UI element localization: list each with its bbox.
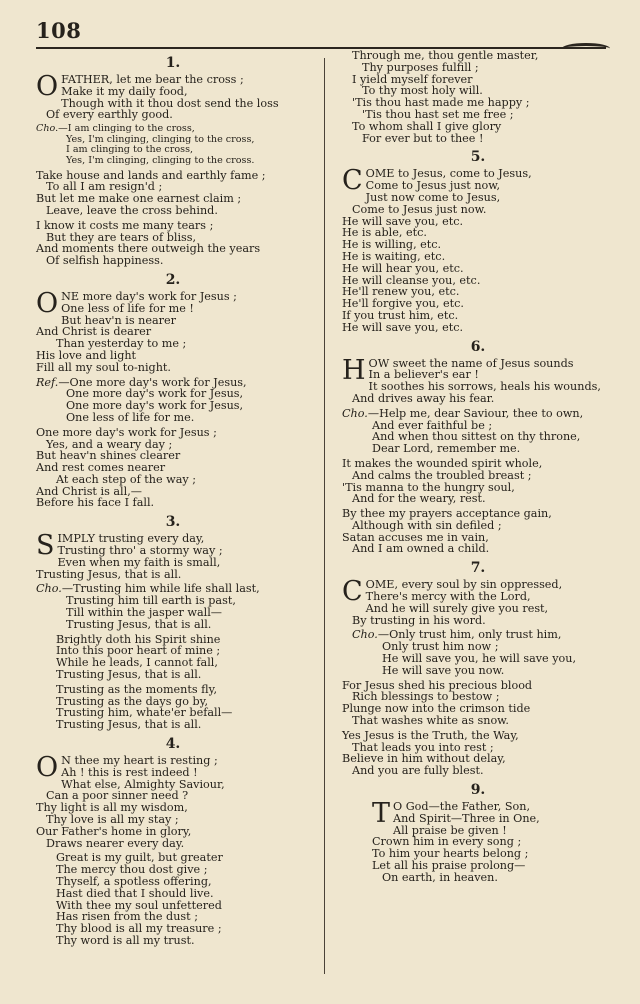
stanza: [36, 752, 310, 850]
drop-cap: O: [36, 71, 59, 102]
drop-cap: O: [36, 287, 59, 319]
stanza: [342, 354, 614, 405]
verse-line: That leads you into rest ;: [352, 740, 494, 754]
verse-line: Trusting as the days go by,: [56, 694, 209, 708]
chorus: [36, 583, 310, 630]
verse-line: Only trust him now ;: [382, 640, 499, 654]
drop-cap: O: [36, 752, 59, 784]
chorus-label: Cho.—: [342, 406, 380, 420]
chorus-label: Ref.—: [36, 375, 70, 389]
verse-line: Trusting him till earth is past,: [66, 594, 236, 608]
verse-line: To thy most holy will.: [362, 84, 483, 98]
verse-line: It soothes his sorrows, heals his wounds,: [368, 380, 601, 394]
verse-line: Thyself, a spotless offering,: [56, 875, 212, 888]
verse-line: One more day's work for Jesus,: [66, 399, 244, 413]
verse-line: And when thou sittest on thy throne,: [372, 430, 581, 444]
right-column: [342, 50, 614, 980]
verse-line: Take house and lands and earthly fame ;: [36, 168, 266, 182]
verse-line: One less of life for me !: [61, 301, 194, 315]
stanza: [36, 170, 310, 217]
verse-line: The mercy thou dost give ;: [56, 863, 208, 877]
hymn: [36, 735, 310, 947]
verse-line: Till within the jasper wall—: [66, 606, 222, 620]
verse-line: He will hear you, etc.: [342, 261, 464, 275]
verse-line: He will save you, he will save you,: [382, 652, 577, 666]
stanza: [36, 287, 310, 374]
verse-line: OW sweet the name of Jesus sounds: [368, 356, 574, 370]
verse-line: Of selfish happiness.: [46, 254, 164, 268]
verse-line: And for the weary, rest.: [352, 492, 486, 506]
hymn: [36, 271, 310, 509]
chorus-label: Cho.—: [36, 582, 74, 596]
verse-line: Thy word is all my trust.: [56, 933, 195, 947]
verse-line: Through me, thou gentle master,: [352, 49, 539, 62]
verse-line: 'Tis manna to the hungry soul,: [342, 480, 515, 494]
stanza: [36, 684, 310, 731]
verse-line: FATHER, let me bear the cross ;: [61, 73, 244, 86]
drop-cap: C: [342, 165, 363, 197]
verse-line: And ever faithful be ;: [372, 418, 493, 432]
verse-line: At each step of the way ;: [56, 472, 197, 486]
stanza: [36, 71, 310, 122]
verse-line: Yes, and a weary day ;: [46, 437, 173, 451]
verse-line: N thee my heart is resting ;: [61, 754, 218, 768]
chorus: [36, 377, 310, 424]
hymn-number: 7.: [470, 560, 486, 577]
chorus: [342, 629, 614, 676]
drop-cap: T: [372, 798, 391, 830]
verse-line: IMPLY trusting every day,: [57, 532, 205, 546]
verse-line: Trusting him, whate'er befall—: [56, 706, 233, 720]
verse-line: Trusting as the moments fly,: [56, 682, 218, 696]
verse-line: But let me make one earnest claim ;: [36, 192, 242, 206]
column-divider: [324, 58, 325, 974]
verse-line: And moments there outweigh the years: [36, 242, 261, 256]
verse-line: Thy purposes fulfill ;: [362, 60, 479, 74]
verse-line: On earth, in heaven.: [382, 870, 498, 884]
verse-line: He will save you, etc.: [342, 320, 464, 334]
hymn-number: 1.: [165, 55, 181, 71]
verse-line: Great is my guilt, but greater: [56, 851, 223, 865]
hymn: [36, 513, 310, 731]
verse-line: Brightly doth his Spirit shine: [56, 632, 221, 646]
hymn: [342, 148, 614, 333]
verse-line: Than yesterday to me ;: [56, 337, 187, 351]
verse-line: OME to Jesus, come to Jesus,: [365, 167, 532, 181]
verse-line: And calms the troubled breast ;: [352, 468, 532, 482]
stanza: [342, 680, 614, 727]
hymn: [342, 559, 614, 777]
verse-line: Though with it thou dost send the loss: [61, 96, 279, 110]
verse-line: One less of life for me.: [66, 410, 195, 424]
verse-line: He is able, etc.: [342, 226, 427, 240]
verse-text: I am clinging to the cross,: [67, 123, 195, 135]
stanza: [36, 634, 310, 681]
stanza: [342, 458, 614, 505]
hymn-number: 6.: [470, 338, 486, 355]
verse-line: To him your hearts belong ;: [372, 847, 529, 861]
verse-line: Draws nearer every day.: [46, 836, 185, 850]
verse-line: Thy blood is all my treasure ;: [56, 922, 222, 936]
hymn-number: 3.: [165, 514, 181, 531]
verse-line: Trusting Jesus, that is all.: [66, 617, 212, 631]
verse-line: Trusting Jesus, that is all.: [56, 668, 202, 682]
verse-line: In a believer's ear !: [368, 368, 479, 382]
hymn: [342, 50, 614, 144]
stanza: [36, 852, 310, 946]
verse-line: I know it costs me many tears ;: [36, 218, 214, 232]
verse-line: And Christ is dearer: [36, 325, 152, 339]
stanza: [342, 508, 614, 555]
left-column: [36, 50, 310, 980]
verse-line: He is willing, etc.: [342, 238, 442, 252]
verse-line: By thee my prayers acceptance gain,: [342, 507, 552, 521]
verse-line: There's mercy with the Lord,: [365, 590, 531, 604]
verse-line: For ever but to thee !: [362, 131, 484, 145]
verse-line: Hast died that I should live.: [56, 886, 214, 900]
verse-line: NE more day's work for Jesus ;: [61, 289, 237, 303]
verse-line: All praise be given !: [393, 823, 507, 837]
stanza: [342, 165, 614, 334]
verse-line: His love and light: [36, 348, 137, 362]
verse-line: Rich blessings to bestow ;: [352, 690, 500, 704]
verse-line: But they are tears of bliss,: [46, 230, 197, 244]
verse-line: Trusting Jesus, that is all.: [36, 567, 182, 581]
verse-line: If you trust him, etc.: [342, 308, 459, 322]
verse-line: 'Tis thou hast made me happy ;: [352, 96, 530, 110]
verse-line: But heav'n is nearer: [61, 313, 176, 327]
verse-line: Come to Jesus just now.: [352, 202, 487, 216]
hymn-number: 2.: [165, 271, 181, 288]
chorus-label: Cho.—: [36, 123, 68, 135]
drop-cap: H: [342, 354, 366, 386]
verse-line: He'll renew you, etc.: [342, 285, 460, 299]
verse-line: 'Tis thou hast set me free ;: [362, 107, 514, 121]
hymn-number: 4.: [165, 736, 181, 753]
verse-line: He will save you, etc.: [342, 214, 464, 228]
verse-line: He is waiting, etc.: [342, 249, 446, 263]
verse-line: And I am owned a child.: [352, 542, 490, 556]
verse-line: Yes, I'm clinging, clinging to the cross.: [66, 154, 255, 166]
verse-line: Has risen from the dust ;: [56, 910, 198, 924]
hymn: [342, 781, 614, 884]
verse-line: Even when my faith is small,: [57, 555, 221, 569]
verse-line: Before his face I fall.: [36, 496, 155, 510]
verse-line: And you are fully blest.: [352, 764, 484, 778]
verse-line: And Spirit—Three in One,: [393, 811, 540, 825]
chorus: [342, 408, 614, 455]
verse-line: And drives away his fear.: [352, 391, 495, 405]
verse-line: Come to Jesus just now,: [365, 179, 501, 193]
verse-line: Crown him in every song ;: [372, 835, 522, 849]
verse-line: O God—the Father, Son,: [393, 800, 531, 814]
chorus-label: Cho.—: [352, 628, 390, 642]
page-number: 108: [36, 18, 82, 43]
verse-line: Believe in him without delay,: [342, 752, 506, 766]
verse-line: I yield myself forever: [352, 72, 473, 86]
verse-line: Plunge now into the crimson tide: [342, 702, 531, 716]
verse-line: He'll forgive you, etc.: [342, 297, 464, 311]
verse-line: That washes white as snow.: [352, 714, 509, 728]
verse-line: Yes Jesus is the Truth, the Way,: [342, 728, 519, 742]
verse-text: Only trust him, only trust him,: [389, 628, 562, 642]
verse-line: Of every earthly good.: [46, 108, 173, 122]
verse-line: Trusting thro' a stormy way ;: [57, 544, 223, 558]
hymn-number: 5.: [470, 149, 486, 166]
verse-text: One more day's work for Jesus,: [69, 375, 247, 389]
verse-line: With thee my soul unfettered: [56, 898, 222, 912]
verse-line: He will cleanse you, etc.: [342, 273, 481, 287]
drop-cap: S: [36, 530, 55, 562]
stanza: [342, 576, 614, 627]
hymn: [36, 54, 310, 267]
verse-line: To all I am resign'd ;: [46, 180, 163, 194]
verse-line: Thy light is all my wisdom,: [36, 801, 188, 815]
verse-line: OME, every soul by sin oppressed,: [365, 578, 563, 592]
verse-line: [342, 408, 614, 420]
verse-line: One more day's work for Jesus,: [66, 387, 244, 401]
stanza: [36, 530, 310, 581]
verse-line: Although with sin defiled ;: [352, 518, 502, 532]
verse-line: I am clinging to the cross,: [66, 144, 194, 156]
verse-line: One more day's work for Jesus ;: [36, 425, 217, 439]
verse-line: Yes, I'm clinging, clinging to the cross,: [66, 133, 255, 145]
verse-line: Into this poor heart of mine ;: [56, 644, 221, 658]
verse-line: It makes the wounded spirit whole,: [342, 456, 543, 470]
stanza: [36, 427, 310, 510]
verse-line: To whom shall I give glory: [352, 119, 502, 133]
verse-line: Ah ! this is rest indeed !: [61, 765, 198, 779]
verse-line: While he leads, I cannot fall,: [56, 656, 218, 670]
verse-line: Dear Lord, remember me.: [372, 442, 521, 456]
verse-line: And rest comes nearer: [36, 461, 166, 475]
verse-line: Leave, leave the cross behind.: [46, 203, 218, 217]
verse-line: Our Father's home in glory,: [36, 824, 192, 838]
drop-cap: C: [342, 576, 363, 608]
verse-line: Let all his praise prolong—: [372, 859, 526, 873]
stanza: [342, 730, 614, 777]
stanza: [36, 220, 310, 267]
stanza: [342, 798, 614, 884]
verse-line: Just now come to Jesus,: [365, 190, 501, 204]
verse-line: By trusting in his word.: [352, 613, 486, 627]
verse-line: For Jesus shed his precious blood: [342, 678, 533, 692]
verse-line: Make it my daily food,: [61, 84, 188, 98]
verse-line: And Christ is all,—: [36, 484, 142, 498]
verse-line: What else, Almighty Saviour,: [61, 777, 225, 791]
hymn: [342, 338, 614, 556]
hymn-number: 9.: [470, 782, 486, 799]
verse-text: Help me, dear Saviour, thee to own,: [379, 406, 584, 420]
verse-line: Fill all my soul to-night.: [36, 360, 171, 374]
verse-line: Satan accuses me in vain,: [342, 530, 489, 544]
verse-line: Thy love is all my stay ;: [46, 813, 179, 827]
chorus: [36, 124, 310, 166]
verse-line: Can a poor sinner need ?: [46, 789, 189, 803]
verse-line: And he will surely give you rest,: [365, 601, 549, 615]
stanza: [342, 50, 614, 144]
verse-line: Trusting Jesus, that is all.: [56, 718, 202, 732]
verse-line: But heav'n shines clearer: [36, 449, 181, 463]
verse-text: Trusting him while life shall last,: [73, 582, 260, 596]
verse-line: He will save you now.: [382, 663, 505, 677]
